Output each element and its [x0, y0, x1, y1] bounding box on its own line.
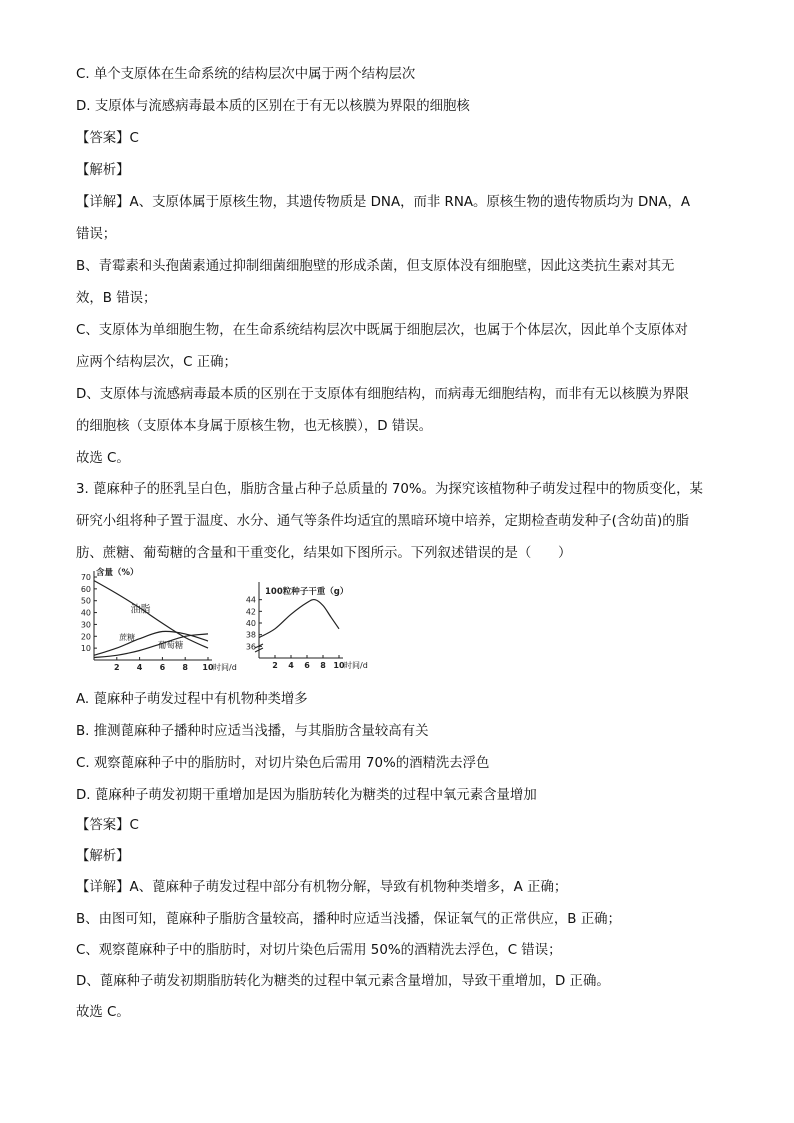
y-tick-label: 38: [245, 630, 256, 640]
q2-detail-line: 的细胞核（支原体本身属于原核生物，也无核膜），D 错误。: [76, 419, 433, 434]
q2-conclusion: 故选 C。: [76, 451, 130, 466]
series-line: [259, 600, 339, 638]
q2-detail-line: B、青霉素和头孢菌素通过抑制细菌细胞壁的形成杀菌，但支原体没有细胞壁，因此这类抗生素对其无: [76, 259, 675, 274]
q3-conclusion: 故选 C。: [76, 1005, 130, 1020]
x-tick-label: 6: [304, 661, 310, 670]
x-tick-label: 4: [136, 663, 143, 672]
y-tick-label: 60: [80, 584, 91, 594]
y-tick-label: 36: [245, 642, 256, 652]
q3-option-d: D. 蓖麻种子萌发初期干重增加是因为脂肪转化为糖类的过程中氧元素含量增加: [76, 788, 537, 803]
y-tick-label: 40: [80, 608, 91, 618]
q2-detail-line: D、支原体与流感病毒最本质的区别在于支原体有细胞结构，而病毒无细胞结构，而非有无以核膜为界限: [76, 387, 689, 402]
content-chart: [70, 563, 237, 675]
chart-title: 100粒种子干重（g）: [265, 587, 349, 597]
series-line: [94, 634, 208, 658]
x-tick-label: 10: [202, 663, 214, 672]
q2-detail-line: 错误；: [76, 227, 117, 242]
q3-analysis-label: 【解析】: [76, 849, 130, 864]
y-tick-label: 44: [245, 595, 256, 605]
x-tick-label: 8: [182, 663, 188, 672]
series-line: [94, 581, 208, 652]
q3-option-c: C. 观察蓖麻种子中的脂肪时，对切片染色后需用 70%的酒精洗去浮色: [76, 756, 490, 771]
x-tick-label: 10: [333, 661, 345, 670]
chart-title: 含量（%）: [96, 568, 139, 578]
q2-answer: 【答案】C: [76, 131, 139, 146]
x-tick-label: 2: [272, 661, 278, 670]
q2-option-d: D. 支原体与流感病毒最本质的区别在于有无以核膜为界限的细胞核: [76, 99, 470, 114]
y-tick-label: 10: [80, 644, 91, 654]
y-tick-label: 40: [245, 619, 256, 628]
q3-detail-line: D、蓖麻种子萌发初期脂肪转化为糖类的过程中氧元素含量增加，导致干重增加，D 正确。: [76, 974, 610, 989]
y-tick-label: 50: [80, 596, 91, 606]
q3-stem-line: 研究小组将种子置于温度、水分、通气等条件均适宜的黑暗环境中培养，定期检查萌发种子(含幼苗)的脂: [76, 514, 690, 529]
q2-detail-line: 应两个结构层次，C 正确；: [76, 355, 237, 370]
q3-option-b: B. 推测蓖麻种子播种时应适当浅播，与其脂肪含量较高有关: [76, 724, 429, 739]
x-axis-label: 时间/d: [213, 663, 237, 672]
q2-option-c: C. 单个支原体在生命系统的结构层次中属于两个结构层次: [76, 67, 416, 82]
y-tick-label: 42: [245, 607, 256, 617]
x-tick-label: 6: [159, 663, 166, 672]
q3-detail-line: C、观察蓖麻种子中的脂肪时，对切片染色后需用 50%的酒精洗去浮色，C 错误；: [76, 943, 562, 958]
q3-detail-line: B、由图可知，蓖麻种子脂肪含量较高，播种时应适当浅播，保证氧气的正常供应，B 正确；: [76, 912, 621, 927]
q2-detail-line: 效，B 错误；: [76, 291, 157, 306]
x-tick-label: 8: [320, 661, 326, 670]
x-axis-label: 时间/d: [344, 661, 368, 670]
q3-answer: 【答案】C: [76, 818, 139, 833]
series-label: 葡萄糖: [157, 641, 184, 652]
q3-detail-line: 【详解】A、蓖麻种子萌发过程中部分有机物分解，导致有机物种类增多，A 正确；: [76, 880, 568, 895]
y-tick-label: 20: [80, 632, 91, 642]
dry-weight-chart: [240, 578, 370, 675]
series-label: 蔗糖: [119, 632, 136, 642]
x-tick-label: 2: [114, 663, 120, 672]
q2-analysis-label: 【解析】: [76, 163, 130, 178]
y-tick-label: 30: [80, 620, 91, 630]
q3-stem-line: 肪、蔗糖、葡萄糖的含量和干重变化，结果如下图所示。下列叙述错误的是（ ）: [76, 546, 572, 561]
y-tick-label: 70: [80, 573, 91, 582]
q3-option-a: A. 蓖麻种子萌发过程中有机物种类增多: [76, 692, 308, 707]
q2-detail-line: C、支原体为单细胞生物，在生命系统结构层次中既属于细胞层次，也属于个体层次，因此单个支原体对: [76, 323, 688, 338]
x-tick-label: 4: [288, 661, 294, 670]
q3-stem-line: 3. 蓖麻种子的胚乳呈白色，脂肪含量占种子总质量的 70%。为探究该植物种子萌发过程中的物质变化，某: [76, 482, 703, 497]
q2-detail-line: 【详解】A、支原体属于原核生物，其遗传物质是 DNA，而非 RNA。原核生物的遗传物质均为 DNA，A: [76, 195, 690, 210]
series-label: 油脂: [130, 604, 151, 616]
